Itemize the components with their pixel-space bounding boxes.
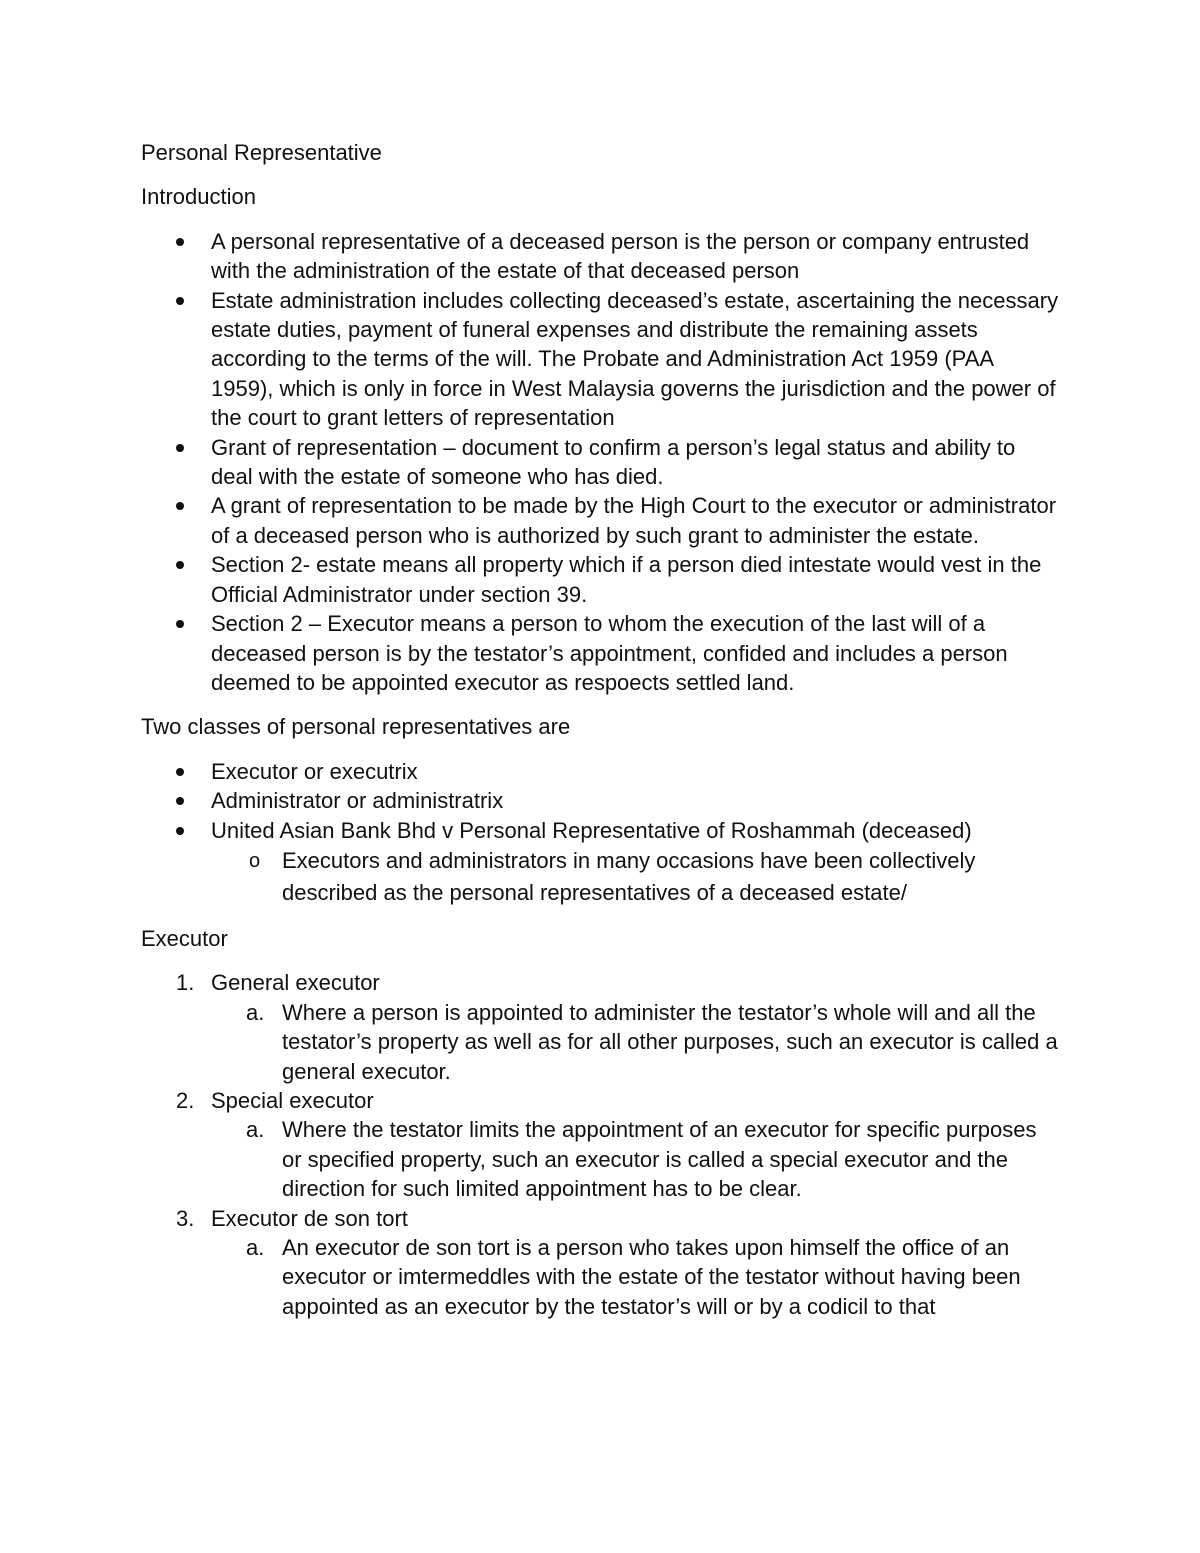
executor-sub-list bbox=[211, 1233, 1061, 1321]
intro-heading: Introduction bbox=[141, 184, 256, 210]
list-item: 1. General executor a. Where a person is appointed to administer the testator’s whole will and all the testator’s property as well as for all other purposes, such an executor is called a general executor. bbox=[141, 968, 1061, 1086]
executor-sub-list bbox=[211, 1115, 1061, 1203]
list-number: 3. bbox=[176, 1205, 195, 1231]
list-item: a. An executor de son tort is a person who takes upon himself the office of an executor or imtermeddles with the estate of the testator without having been appointed as an executor by the testator’s will or by a codicil to that bbox=[246, 1235, 1021, 1319]
bullet-icon bbox=[176, 561, 184, 569]
document-title: Personal Representative bbox=[141, 140, 382, 165]
bullet-icon bbox=[176, 502, 184, 510]
classes-heading: Two classes of personal representatives are bbox=[141, 714, 571, 740]
classes-bullet-list bbox=[141, 757, 1061, 909]
bullet-icon bbox=[176, 297, 184, 305]
list-item: a. Where a person is appointed to administer the testator’s whole will and all the testator’s property as well as for all other purposes, such an executor is called a general executor. bbox=[246, 999, 1058, 1084]
list-number: 1. bbox=[176, 970, 195, 996]
list-letter: a. bbox=[246, 1117, 265, 1143]
list-item: Section 2 – Executor means a person to whom the execution of the last will of a deceased person is by the testator’s appointment, confided and includes a person deemed to be appointed executor as respoects settled land. bbox=[141, 609, 1061, 697]
list-item: Section 2- estate means all property which if a person died intestate would vest in the Official Administrator under section 39. bbox=[141, 550, 1061, 609]
bullet-icon bbox=[176, 797, 184, 805]
list-item: o Executors and administrators in many occasions have been collectively described as the personal representatives of a deceased estate/ bbox=[211, 845, 1061, 909]
bullet-icon bbox=[176, 238, 184, 246]
list-item: A personal representative of a deceased person is the person or company entrusted with the administration of the estate of that deceased person bbox=[141, 227, 1061, 286]
list-item: Estate administration includes collecting deceased’s estate, ascertaining the necessary estate duties, payment of funeral expenses and distribute the remaining assets according to the terms of the will. The Probate and Administration Act 1959 (PAA 1959), which is only in force in West Malaysia governs the jurisdiction and the power of the court to grant letters of representation bbox=[141, 286, 1061, 433]
list-letter: a. bbox=[246, 999, 265, 1025]
sub-bullet-marker: o bbox=[249, 849, 261, 872]
list-item: Administrator or administratrix bbox=[141, 786, 1061, 815]
intro-bullet-list bbox=[141, 227, 1061, 698]
executor-types-list bbox=[141, 968, 1061, 1321]
executor-heading: Executor bbox=[141, 925, 228, 951]
bullet-icon bbox=[176, 827, 184, 835]
list-item: Executor or executrix bbox=[141, 757, 1061, 786]
list-letter: a. bbox=[246, 1235, 265, 1260]
executor-sub-list bbox=[211, 998, 1061, 1086]
case-sub-list bbox=[211, 845, 1061, 909]
list-number: 2. bbox=[176, 1087, 195, 1113]
list-item: A grant of representation to be made by the High Court to the executor or administrator of a deceased person who is authorized by such grant to administer the estate. bbox=[141, 491, 1061, 550]
list-item: a. Where the testator limits the appointment of an executor for specific purposes or specified property, such an executor is called a special executor and the direction for such limited appointment has to be clear. bbox=[246, 1117, 1037, 1202]
bullet-icon bbox=[176, 620, 184, 628]
list-item: 3. Executor de son tort a. An executor de son tort is a person who takes upon himself the office of an executor or imtermeddles with the estate of the testator without having been appointed as an executor by the testator’s will or by a codicil to that bbox=[141, 1204, 1061, 1322]
list-item: 2. Special executor a. Where the testator limits the appointment of an executor for specific purposes or specified property, such an executor is called a special executor and the direction for such limited appointment has to be clear. bbox=[141, 1086, 1061, 1204]
bullet-icon bbox=[176, 768, 184, 776]
list-item: Grant of representation – document to confirm a person’s legal status and ability to deal with the estate of someone who has died. bbox=[141, 433, 1061, 492]
list-item: United Asian Bank Bhd v Personal Representative of Roshammah (deceased) o Executors and administrators in many occasions have been collectively described as the personal representatives of a deceased estate/ bbox=[141, 816, 1061, 909]
bullet-icon bbox=[176, 444, 184, 452]
document-page bbox=[141, 138, 1061, 1336]
